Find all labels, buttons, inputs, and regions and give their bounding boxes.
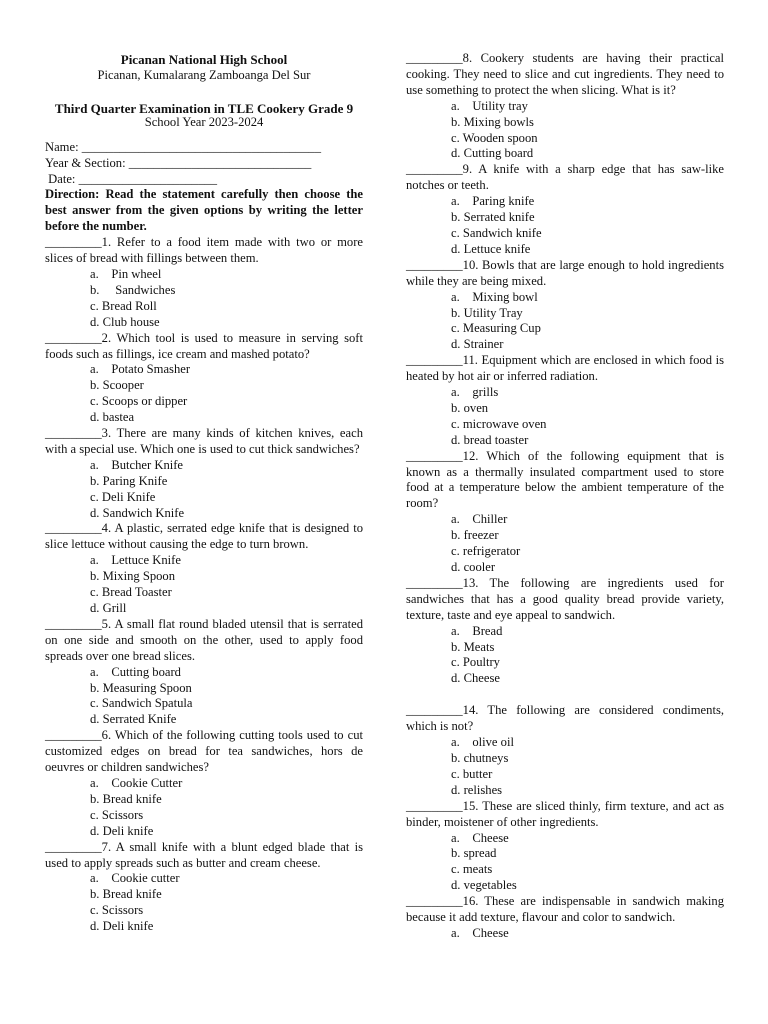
question-16 (406, 894, 724, 942)
choice-c: c. meats (451, 862, 493, 877)
question-text: _________16. These are indispensable in sandwich making because it add texture, flavour and color to sandwich. (406, 894, 724, 925)
question-text: _________7. A small knife with a blunt edged blade that is used to apply spreads such as butter and cream cheese. (45, 839, 363, 870)
choice-d: d. Sandwich Knife (90, 505, 185, 520)
question-text: _________15. These are sliced thinly, firm texture, and act as binder, moistener of other ingredients. (406, 798, 724, 829)
choice-d: d. Serrated Knife (90, 712, 177, 727)
choice-d: d. Deli knife (90, 823, 154, 838)
choice-b: b. Bread knife (90, 791, 162, 806)
question-15 (406, 799, 724, 894)
question-text: _________8. Cookery students are having their practical cooking. They need to slice and cut ingredients. They need to use something to protect the when slicing. What is it? (406, 51, 724, 97)
question-7 (45, 840, 363, 935)
choice-a: a. Paring knife (451, 194, 535, 209)
question-8 (406, 51, 724, 162)
question-text: _________13. The following are ingredients used for sandwiches that has a good quality bread provide variety, texture, taste and eye appeal to sandwich. (406, 575, 724, 622)
choice-d: d. Club house (90, 314, 160, 329)
choice-c: c. Scoops or dipper (90, 394, 188, 409)
choice-a: a. Cookie cutter (90, 871, 180, 886)
choice-c: c. Measuring Cup (451, 321, 541, 336)
choice-c: c. refrigerator (451, 544, 521, 559)
choice-b: b. chutneys (451, 750, 509, 765)
choice-a: a. Potato Smasher (90, 362, 191, 377)
question-9 (406, 162, 724, 257)
question-5 (45, 617, 363, 728)
choice-a: a. Cutting board (90, 664, 181, 679)
choice-c: c. Bread Toaster (90, 585, 172, 600)
choice-b: b. Bread knife (90, 887, 162, 902)
question-text: _________11. Equipment which are enclosed in which food is heated by hot air or inferred radiation. (406, 353, 724, 384)
question-6 (45, 728, 363, 839)
choice-c: c. Bread Roll (90, 298, 157, 313)
choice-a: a. Chiller (451, 512, 508, 527)
name-field[interactable]: Name: ______________________________________ (45, 139, 321, 154)
choice-b: b. Paring Knife (90, 473, 168, 488)
choice-d: d. Grill (90, 601, 127, 615)
choice-a: a. Cookie Cutter (90, 775, 183, 790)
choice-c: c. microwave oven (451, 416, 547, 431)
choice-a: a. Mixing bowl (451, 289, 538, 304)
date-field[interactable]: Date: ______________________ (45, 171, 218, 186)
question-text: _________9. A knife with a sharp edge that has saw-like notches or teeth. (406, 162, 724, 193)
choice-a: a. grills (451, 385, 499, 400)
choice-b: b. Utility Tray (451, 305, 523, 320)
choice-c: c. Wooden spoon (451, 130, 538, 145)
question-text: _________6. Which of the following cutting tools used to cut customized edges on bread for tea sandwiches, hors de oeuvres or children sandwiches? (45, 728, 363, 775)
choice-d: d. vegetables (451, 878, 517, 893)
choice-d: d. relishes (451, 782, 503, 797)
choice-a: a. Cheese (451, 830, 509, 845)
school-address: Picanan, Kumalarang Zamboanga Del Sur (97, 67, 311, 82)
choice-b: b. Sandwiches (90, 282, 176, 297)
question-2 (45, 331, 363, 426)
choice-c: c. butter (451, 766, 493, 781)
choice-a: a. Butcher Knife (90, 457, 184, 472)
right-column (406, 51, 724, 942)
choice-c: c. Sandwich knife (451, 225, 542, 240)
choice-d: d. Strainer (451, 337, 504, 352)
choice-c: c. Deli Knife (90, 489, 156, 504)
year-section-field[interactable]: Year & Section: _____________________________ (45, 155, 312, 170)
choice-d: d. Cutting board (451, 146, 534, 161)
choice-a: a. Cheese (451, 925, 509, 940)
question-1 (45, 235, 363, 330)
question-4 (45, 521, 363, 616)
choice-c: c. Scissors (90, 903, 144, 918)
question-3 (45, 426, 363, 521)
choice-a: a. Pin wheel (90, 266, 162, 281)
exam-title: Third Quarter Examination in TLE Cookery Grade 9 (54, 100, 354, 116)
choice-a: a. Lettuce Knife (90, 553, 181, 568)
question-12 (406, 449, 724, 576)
question-text: _________1. Refer to a food item made with two or more slices of bread with fillings between them. (45, 235, 363, 266)
question-14 (406, 703, 724, 798)
question-text: _________2. Which tool is used to measure in serving soft foods such as fillings, ice cream and mashed potato? (45, 330, 363, 361)
choice-b: b. Measuring Spoon (90, 680, 192, 695)
choice-b: b. freezer (451, 528, 499, 543)
choice-c: c. Poultry (451, 655, 500, 670)
question-text: _________4. A plastic, serrated edge knife that is designed to slice lettuce without causing the edge to turn brown. (45, 521, 363, 552)
choice-b: b. Serrated knife (451, 210, 535, 225)
question-text: _________12. Which of the following equipment that is known as a thermally insulated compartment used to store food at a temperature below the ambient temperature of the room? (406, 448, 724, 511)
choice-b: b. spread (451, 846, 497, 861)
school-name: Picanan National High School (120, 52, 288, 67)
question-text: _________5. A small flat round bladed utensil that is serrated on one side and smooth on the other, used to apply food spreads over one bread slices. (45, 616, 363, 663)
choice-d: d. Lettuce knife (451, 241, 531, 256)
question-text: _________10. Bowls that are large enough to hold ingredients while they are being mixed. (406, 257, 724, 288)
choice-b: b. oven (451, 400, 489, 415)
choice-c: c. Scissors (90, 807, 144, 822)
question-10 (406, 258, 724, 353)
choice-d: d. bastea (90, 410, 135, 425)
choice-a: a. Utility tray (451, 98, 528, 113)
choice-b: b. Mixing Spoon (90, 569, 176, 584)
choice-d: d. bread toaster (451, 432, 529, 447)
choice-b: b. Meats (451, 639, 495, 654)
left-column (45, 52, 363, 935)
school-year: School Year 2023-2024 (144, 114, 264, 129)
question-13 (406, 576, 724, 687)
question-text: _________14. The following are considered condiments, which is not? (406, 703, 724, 734)
choice-b: b. Mixing bowls (451, 114, 534, 129)
choice-d: d. Cheese (451, 671, 500, 686)
choice-d: d. Deli knife (90, 919, 154, 934)
directions: Direction: Read the statement carefully then choose the best answer from the given options by writing the letter before the number. (45, 187, 363, 234)
question-text: _________3. There are many kinds of kitchen knives, each with a special use. Which one is used to cut thick sandwiches? (45, 426, 363, 456)
question-11 (406, 353, 724, 448)
choice-a: a. olive oil (451, 735, 514, 750)
choice-b: b. Scooper (90, 378, 144, 393)
choice-a: a. Bread (451, 623, 503, 638)
choice-d: d. cooler (451, 560, 496, 574)
choice-c: c. Sandwich Spatula (90, 696, 193, 711)
